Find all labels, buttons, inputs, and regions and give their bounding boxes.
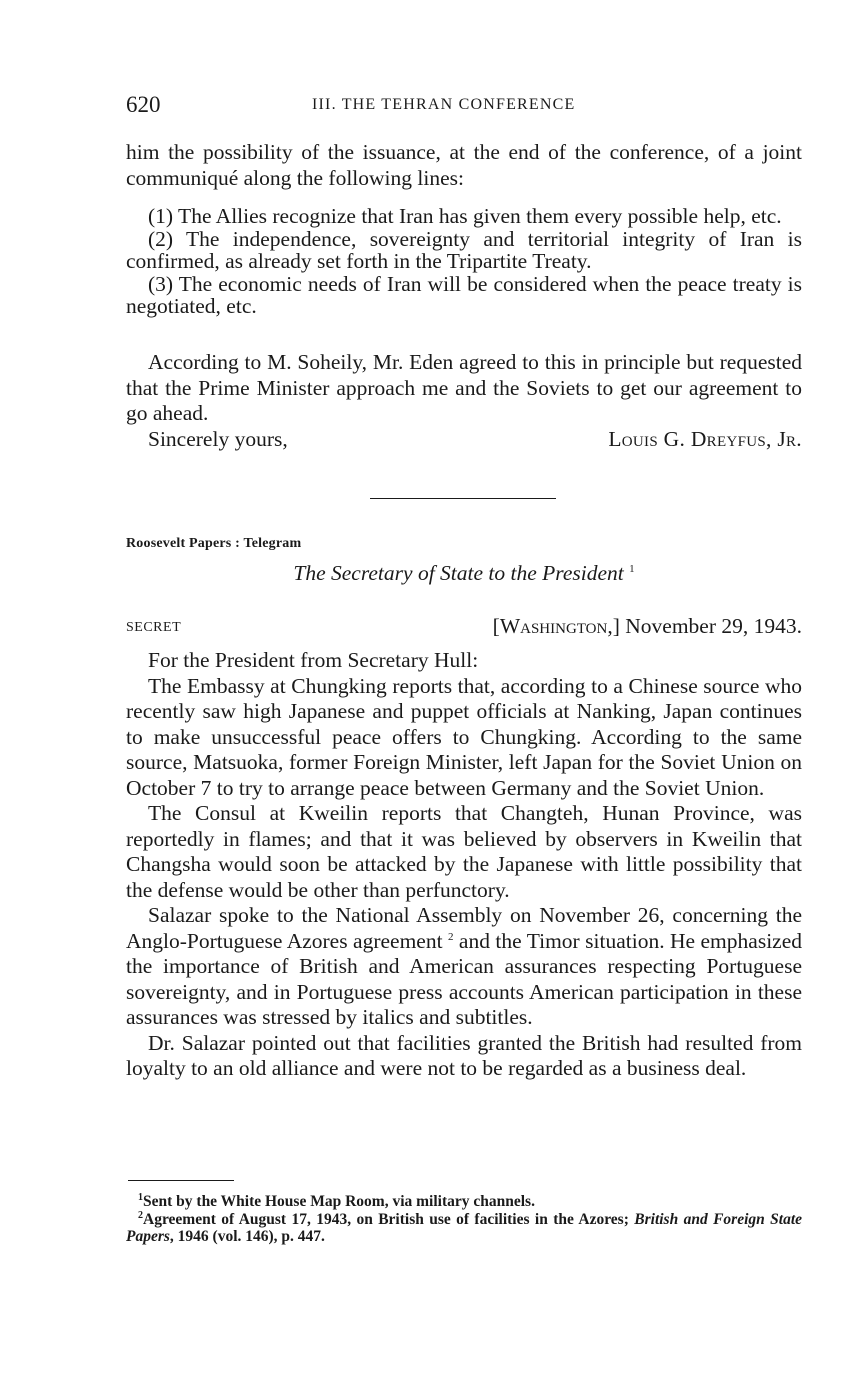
running-head	[126, 92, 802, 122]
document-title	[126, 561, 802, 586]
classification-marking: SECRET	[126, 620, 182, 635]
footnote-citation-tail: , 1946 (vol. 146), p. 447.	[169, 1228, 325, 1245]
section-separator	[370, 498, 556, 499]
telegram-paragraph: The Embassy at Chungking reports that, according to a Chinese source who recently saw high Japanese and puppet officials at Nanking, Japan continues to make unsuccessful peace offers to Chungking. According to the same source, Matsuoka, former Foreign Minister, left Japan for the Soviet Union on October 7 to try to arrange peace between Germany and the Soviet Union.	[126, 673, 802, 800]
place-and-date	[493, 614, 802, 639]
letter-opening-paragraph: him the possibility of the issuance, at the end of the conference, of a joint communiqué along the following lines:	[126, 140, 802, 190]
place: [Washington,]	[492, 614, 620, 638]
telegram-paragraph: The Consul at Kweilin reports that Changteh, Hunan Province, was reportedly in flames; and that it was believed by observers in Kweilin that Changsha would soon be attacked by the Japanese with little possibility that the defense would be other than perfunctory.	[126, 801, 802, 902]
running-head-title: III. THE TEHRAN CONFERENCE	[312, 96, 576, 113]
footnotes	[126, 1193, 802, 1246]
telegram-body	[126, 648, 802, 1082]
footnote-2	[126, 1211, 802, 1246]
salazar-text-before: Salazar spoke to the National Assembly on November 26, concerning the Anglo-Portuguese Azores agreement	[126, 903, 802, 953]
footnote-number: 2	[138, 1209, 143, 1221]
document-title-text: The Secretary of State to the President	[293, 561, 624, 585]
page-number: 620	[126, 92, 161, 117]
signature: Louis G. Dreyfus, Jr.	[608, 427, 802, 451]
date: November 29, 1943.	[625, 614, 802, 638]
footnote-number: 1	[138, 1191, 143, 1203]
dateline	[126, 614, 802, 642]
telegram-paragraph: Dr. Salazar pointed out that facilities granted the British had resulted from loyalty to an old alliance and were not to be regarded as a business deal.	[126, 1030, 802, 1080]
salutation: For the President from Secretary Hull:	[148, 648, 479, 672]
telegram-paragraph-salazar	[126, 903, 802, 1031]
footnote-rule	[128, 1180, 234, 1181]
salazar-text-after: and the Timor situation. He emphasized the importance of British and American assurances respecting Portuguese sovereignty, and in Portuguese press accounts American participation in these assurances was stressed by italics and subtitles.	[126, 928, 803, 1029]
list-item: (3) The economic needs of Iran will be considered when the peace treaty is negotiated, etc.	[126, 271, 802, 318]
list-item: (1) The Allies recognize that Iran has given them every possible help, etc.	[148, 204, 782, 228]
footnote-1	[126, 1193, 802, 1211]
source-label: Roosevelt Papers : Telegram	[126, 536, 302, 551]
footnote-citation-title: British and Foreign State Papers	[126, 1210, 803, 1245]
letter-closing	[126, 350, 802, 427]
footnote-reference: 2	[448, 930, 454, 943]
footnote-text: Sent by the White House Map Room, via military channels.	[143, 1193, 535, 1210]
complimentary-close: Sincerely yours,	[148, 427, 288, 451]
closing-paragraph: According to M. Soheily, Mr. Eden agreed to this in principle but requested that the Prime Minister approach me and the Soviets to get our agreement to go ahead.	[126, 350, 802, 425]
footnote-text: Agreement of August 17, 1943, on British use of facilities in the Azores;	[143, 1210, 635, 1228]
communique-list	[126, 205, 802, 318]
footnote-reference: 1	[629, 562, 635, 575]
letter-opening	[126, 140, 802, 191]
list-item: (2) The independence, sovereignty and territorial integrity of Iran is confirmed, as already set forth in the Tripartite Treaty.	[126, 226, 802, 273]
